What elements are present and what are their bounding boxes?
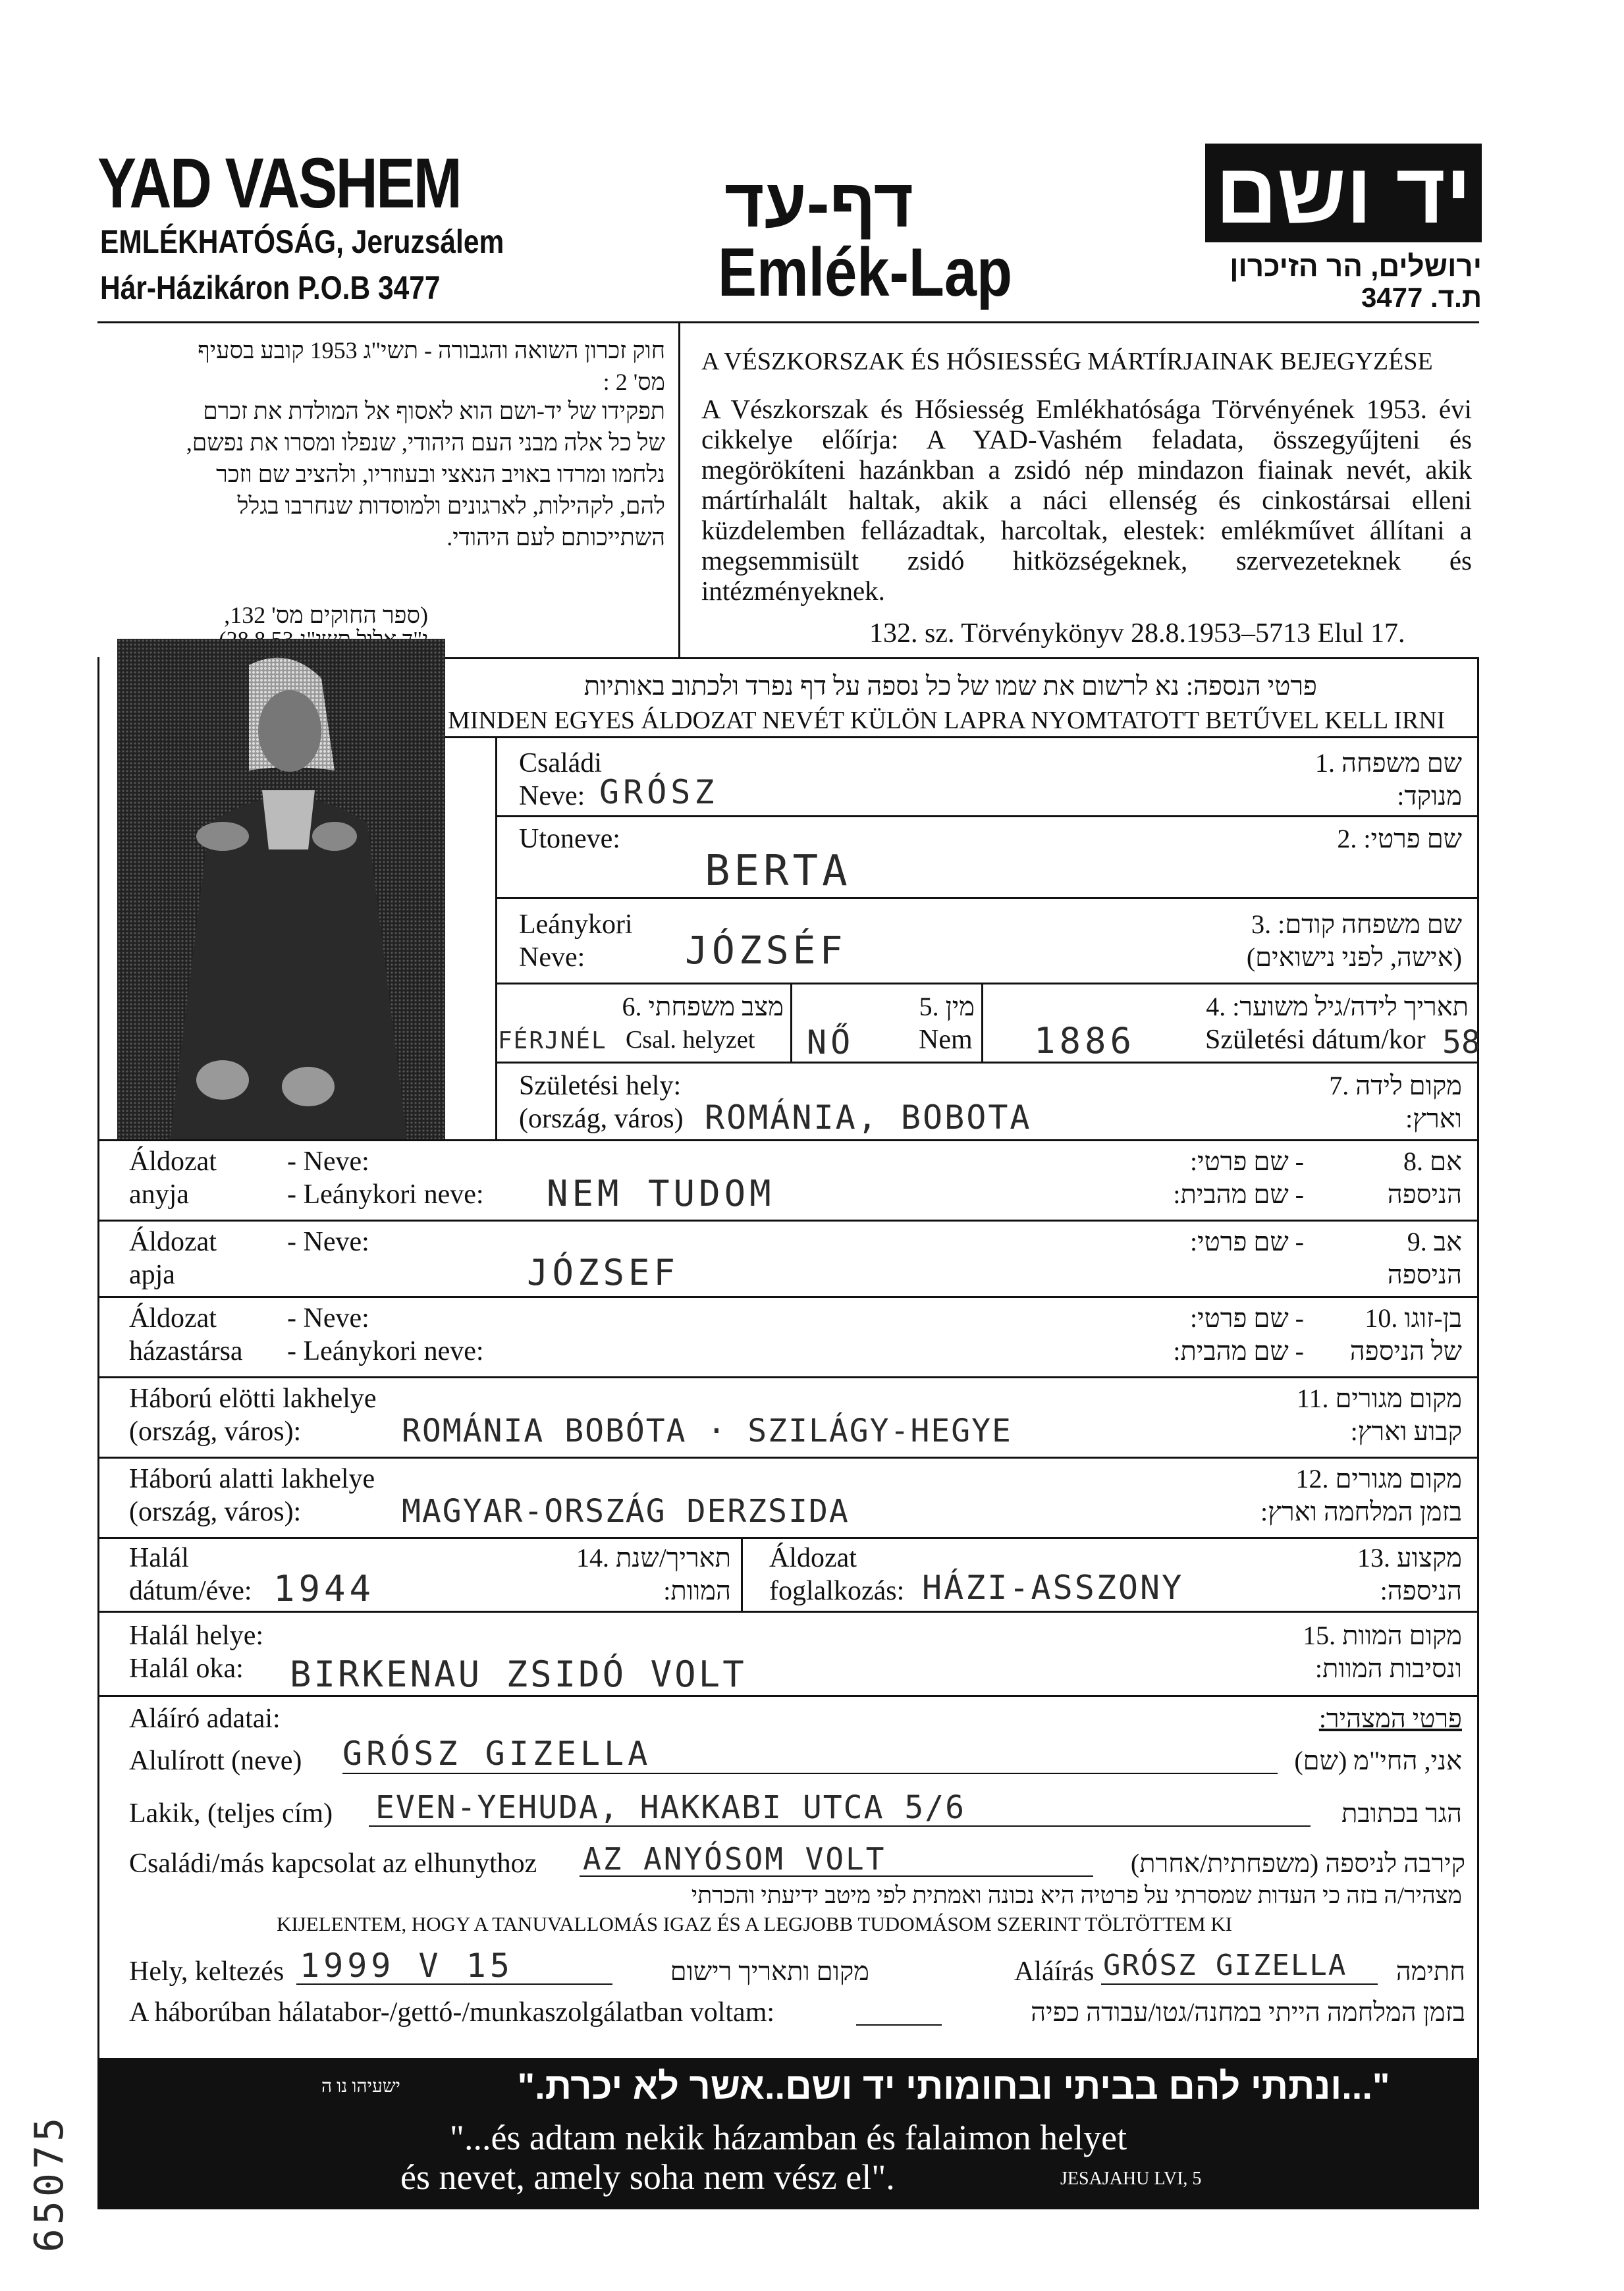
signer-address-value[interactable]: EVEN-YEHUDA, HAKKABI UTCA 5/6 (375, 1789, 966, 1826)
signer-relation-value[interactable]: AZ ANYÓSOM VOLT (583, 1841, 886, 1877)
field-14-label-he: תאריך/שנת .14 (576, 1543, 731, 1573)
sex-value[interactable]: NŐ (807, 1023, 855, 1062)
signer-name-value[interactable]: GRÓSZ GIZELLA (342, 1735, 652, 1773)
field-7-label-hu-2: (ország, város) (519, 1104, 684, 1134)
field-11-label-hu: Háború elötti lakhelye (129, 1384, 377, 1414)
field-8-label-hu-3: - Neve: (287, 1146, 369, 1177)
field-10-label-hu: Áldozat (129, 1303, 217, 1334)
field-8-label-he: - שם פרטי: (1190, 1146, 1304, 1176)
declaration-he: מצהיר/ה בזה כי העדות שמסרתי על פרטיה היא נכונה ואמתית לפי מיטב ידיעתי והכרתי (691, 1882, 1462, 1908)
camp-he: בזמן המלחמה הייתי במחנה/גטו/עבודה כפיה (1031, 1997, 1465, 2027)
signer-relation-he: קירבה לניספה (משפחתית/אחרת) (1130, 1848, 1465, 1878)
field-10-label-he-3: בן-זוגו .10 (1365, 1303, 1462, 1333)
footer-quote-hu-2: és nevet, amely soha nem vész el". (400, 2157, 895, 2197)
field-12-label-he-2: בזמן המלחמה וארץ: (1260, 1497, 1462, 1526)
field-9-label-he-4: הניספה (1387, 1260, 1462, 1289)
hungarian-paragraph: A Vészkorszak és Hősiesség Emlékhatósága Törvényének 1953. évi cikkelye előírja: A YAD-Vashém feladata, összegyűjteni és megörökíteni hazánkban a zsidó nép mindazon fiainak nevét, akik mártírhalált haltak, akik a náci ellenség és cinkostársai elleni küzdelemben fellázadtak, harcoltak, elestek: emlékművet állítani a megsemmisült zsidó hitközségeknek, szervezeteknek és intézményeknek. (701, 394, 1472, 606)
mother-name-value[interactable]: NEM TUDOM (547, 1173, 775, 1214)
field-10-label-he-2: - שם מהבית: (1173, 1336, 1304, 1366)
birth-date-value[interactable]: 1886 (1034, 1020, 1136, 1062)
signer-relation-label: Családi/más kapcsolat az elhunythoz (129, 1848, 537, 1879)
field-3-label-he: שם משפחה קודם: .3 (1251, 909, 1462, 939)
header-subtitle-left-1: EMLÉKHATÓSÁG, Jeruzsálem (100, 223, 504, 260)
field-7-label-hu: Születési hely: (519, 1071, 682, 1101)
signature-value[interactable]: GRÓSZ GIZELLA (1103, 1949, 1347, 1982)
field-14-label-he-2: המוות: (663, 1576, 731, 1605)
header-address-hebrew: ירושלים, הר הזיכרון (1230, 250, 1482, 283)
field-1-label-he: שם משפחה .1 (1315, 748, 1462, 778)
footer-quote-he: "...ונתתי להם בביתי ובחומותי יד ושם..אשר לא יכרת." (517, 2065, 1390, 2107)
instructions-hebrew: פרטי הנספה: נא לרשום את שמו של כל נספה על דף נפרד ולכתוב באותיות (583, 671, 1317, 701)
field-13-label-he-2: הניספה: (1380, 1576, 1462, 1605)
hungarian-title: A VÉSZKORSZAK ÉS HŐSIESSÉG MÁRTÍRJAINAK BEJEGYZÉSE (701, 348, 1433, 375)
hebrew-law-text: חוק זכרון השואה והגבורה - תשי"ג 1953 קובע בסעיף מס' 2 : (198, 337, 665, 395)
footer-ref-he: ישעיהו נו ה (321, 2076, 400, 2097)
field-13-label-hu-2: foglalkozás: (769, 1576, 905, 1606)
field-11-label-he: מקום מגורים .11 (1296, 1384, 1462, 1413)
field-8-label-he-4: הניספה (1387, 1179, 1462, 1209)
victim-photo (117, 639, 445, 1139)
signer-address-he: הגר בכתובת (1341, 1798, 1462, 1828)
field-3-label-he-2: (אישה, לפני נישואים) (1246, 942, 1462, 972)
header-title-center: Emlék-Lap (718, 234, 1013, 311)
header-subtitle-left-2: Hár-Házikáron P.O.B 3477 (100, 269, 441, 306)
field-10-label-he: - שם פרטי: (1190, 1303, 1304, 1333)
field-13-label-he: מקצוע .13 (1357, 1543, 1462, 1573)
signer-address-label: Lakik, (teljes cím) (129, 1798, 333, 1829)
field-4-label-he: תאריך לידה/גיל משוער: .4 (1206, 992, 1469, 1021)
field-15-label-hu-2: Halál oka: (129, 1654, 244, 1684)
field-8-label-he-2: - שם מהבית: (1173, 1179, 1304, 1209)
field-10-label-he-4: של הניספה (1349, 1336, 1462, 1366)
age-value[interactable]: 58 (1442, 1024, 1480, 1061)
footer-quote-hu-1: "...és adtam nekik házamban és falaimon helyet (449, 2118, 1127, 2157)
field-14-label-hu-2: dátum/éve: (129, 1576, 252, 1606)
signer-name-he: אני, החי"מ (שם) (1294, 1746, 1462, 1775)
maiden-name-value[interactable]: JÓZSÉF (685, 928, 847, 973)
hungarian-law-reference: 132. sz. Törvénykönyv 28.8.1953–5713 Elul 17. (869, 618, 1405, 649)
field-10-label-hu-2: házastársa (129, 1336, 243, 1366)
yad-vashem-logo: יד ושם (1205, 144, 1482, 242)
hebrew-law-reference: (ספר החוקים מס' 132, (224, 602, 428, 628)
field-6-label-hu: Csal. helyzet (626, 1026, 755, 1054)
field-9-label-hu-3: - Neve: (287, 1227, 369, 1257)
field-12-label-hu-2: (ország, város): (129, 1497, 302, 1527)
field-1-label-hu: Családi (519, 748, 602, 778)
field-13-label-hu: Áldozat (769, 1543, 857, 1573)
field-14-label-hu: Halál (129, 1543, 189, 1573)
field-11-label-he-2: קבוע וארץ: (1350, 1416, 1462, 1446)
place-date-label: Hely, keltezés (129, 1956, 284, 1987)
field-2-label-hu: Utoneve: (519, 824, 620, 854)
field-15-label-he-2: ונסיבות המוות: (1314, 1654, 1462, 1683)
hebrew-mission-paragraph: תפקידו של יד-ושם הוא לאסוף אל המולדת את זכרם של כל אלה מבני העם היהודי, שנפלו ומסרו את נפשם, נלחמו ומרדו באויב הנאצי ובעוזריו, ולהציב שם וזכר להם, לקהילות, לארגונים ולמוסדות שנחרבו בגלל השתייכותם לעם היהודי. (186, 398, 665, 551)
field-9-label-hu: Áldozat (129, 1227, 217, 1257)
field-5-label-hu: Nem (919, 1025, 973, 1055)
margin-note: 65075 (26, 2113, 72, 2253)
field-9-label-hu-2: apja (129, 1260, 175, 1290)
field-8-label-hu-4: - Leánykori neve: (287, 1179, 484, 1210)
father-name-value[interactable]: JÓZSEF (527, 1252, 680, 1293)
footer-ref-hu: JESAJAHU LVI, 5 (1060, 2169, 1202, 2189)
signature-label: Aláírás (1014, 1956, 1095, 1987)
field-3-label-hu: Leánykori (519, 909, 633, 940)
instructions-hungarian: MINDEN EGYES ÁLDOZAT NEVÉT KÜLÖN LAPRA NYOMTATOTT BETŰVEL KELL IRNI (448, 707, 1446, 734)
field-12-label-hu: Háború alatti lakhelye (129, 1464, 375, 1494)
footer-banner (97, 2058, 1479, 2209)
field-9-label-he-3: אב .9 (1407, 1227, 1462, 1256)
birth-place-value[interactable]: ROMÁNIA, BOBOTA (705, 1098, 1032, 1137)
field-8-label-hu: Áldozat (129, 1146, 217, 1177)
header-title-left: YAD VASHEM (97, 143, 461, 223)
family-name-value[interactable]: GRÓSZ (599, 773, 718, 811)
field-10-label-hu-4: - Leánykori neve: (287, 1336, 484, 1366)
signer-title: Aláíró adatai: (129, 1704, 281, 1734)
field-2-label-he: שם פרטי: .2 (1337, 824, 1462, 853)
place-date-value[interactable]: 1999 V 15 (300, 1947, 514, 1985)
field-7-label-he: מקום לידה .7 (1329, 1071, 1462, 1100)
declaration-hu: KIJELENTEM, HOGY A TANUVALLOMÁS IGAZ ÉS A LEGJOBB TUDOMÁSOM SZERINT TÖLTÖTTEM KI (277, 1912, 1233, 1935)
first-name-value[interactable]: BERTA (705, 847, 852, 896)
place-date-he: מקום ותאריך רישום (670, 1956, 869, 1986)
death-place-cause-value[interactable]: BIRKENAU ZSIDÓ VOLT (290, 1654, 747, 1695)
header-title-hebrew: דף-עד (724, 165, 914, 242)
field-1-label-he-2: מנוקד: (1397, 781, 1462, 811)
death-year-value[interactable]: 1944 (273, 1568, 375, 1609)
field-11-label-hu-2: (ország, város): (129, 1416, 302, 1447)
field-15-label-hu: Halál helye: (129, 1621, 264, 1651)
field-4-label-hu: Születési dátum/kor (1205, 1025, 1426, 1055)
signer-name-label: Alulírott (neve) (129, 1746, 302, 1776)
header-pob-hebrew: ת.ד. 3477 (1361, 282, 1482, 313)
field-15-label-he: מקום המוות .15 (1303, 1621, 1462, 1650)
field-10-label-hu-3: - Neve: (287, 1303, 369, 1334)
field-5-label-he: מין .5 (919, 992, 975, 1021)
signer-title-he: פרטי המצהיר: (1318, 1704, 1462, 1733)
field-9-label-he: - שם פרטי: (1190, 1227, 1304, 1256)
victim-portrait-image (117, 639, 445, 1139)
field-3-label-hu-2: Neve: (519, 942, 585, 973)
marital-status-value[interactable]: FÉRJNÉL (498, 1027, 607, 1054)
field-8-label-he-3: אם .8 (1403, 1146, 1462, 1176)
wartime-residence-value[interactable]: MAGYAR-ORSZÁG DERZSIDA (402, 1493, 850, 1530)
camp-label: A háborúban hálatabor-/gettó-/munkaszolgálatban voltam: (129, 1997, 775, 2028)
signature-he: חתימה (1395, 1956, 1465, 1986)
field-1-label-hu-2: Neve: (519, 781, 585, 811)
field-8-label-hu-2: anyja (129, 1179, 189, 1210)
field-7-label-he-2: וארץ: (1405, 1104, 1462, 1133)
field-12-label-he: מקום מגורים .12 (1295, 1464, 1462, 1494)
occupation-value[interactable]: HÁZI-ASSZONY (922, 1569, 1184, 1607)
prewar-residence-value[interactable]: ROMÁNIA BOBÓTA · SZILÁGY-HEGYE (402, 1413, 1012, 1449)
field-6-label-he: מצב משפחתי .6 (622, 992, 784, 1021)
